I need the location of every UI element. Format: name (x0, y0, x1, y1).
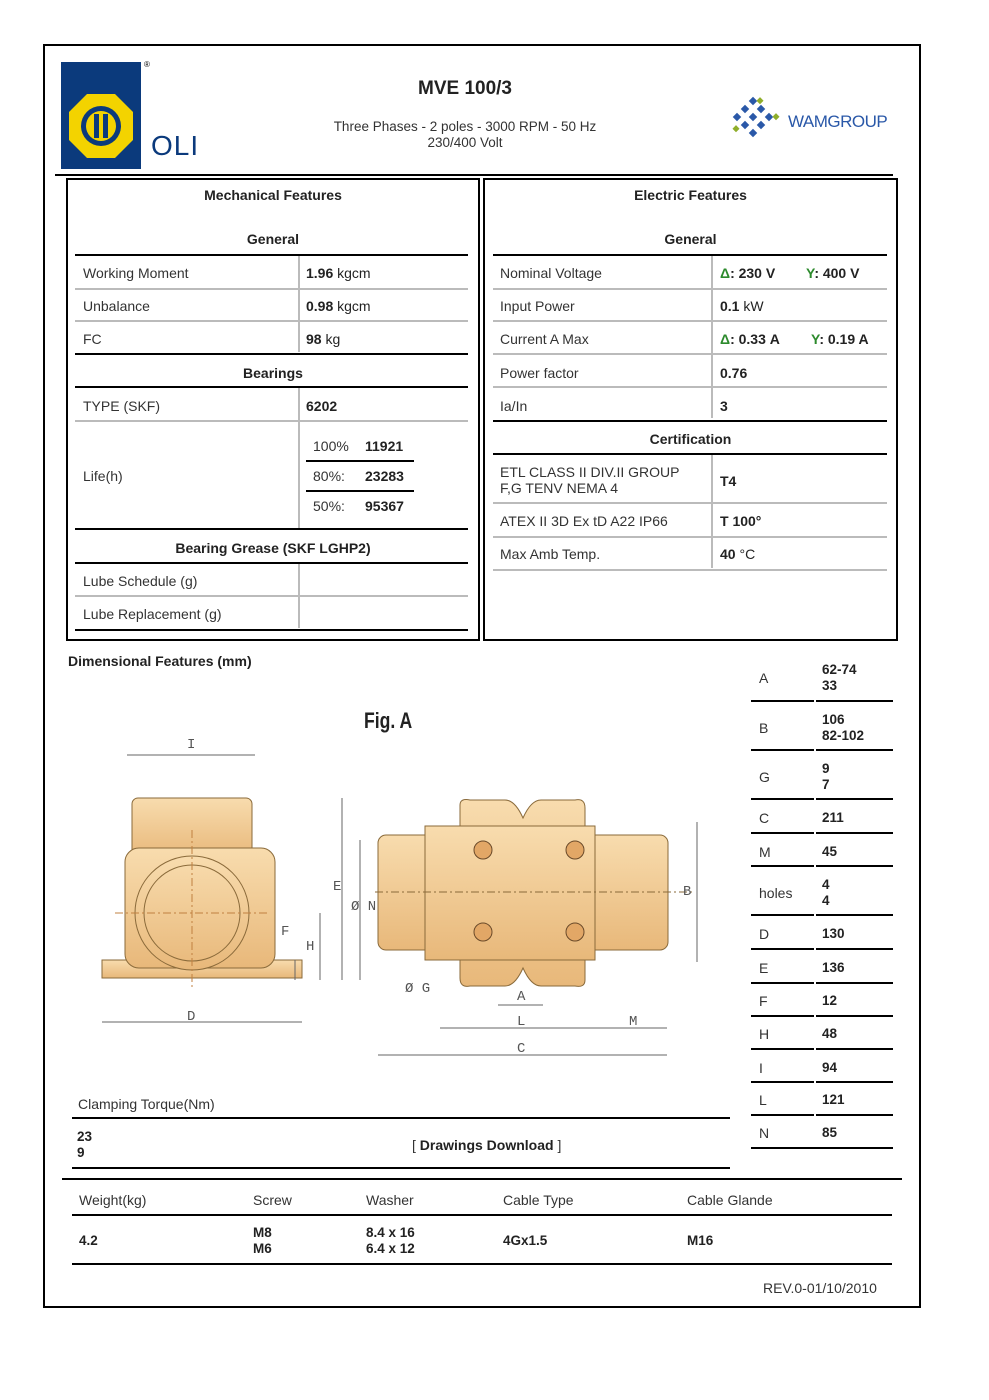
power-factor-value: 0.76 (720, 365, 748, 381)
nominal-voltage-label: Nominal Voltage (500, 265, 602, 281)
dim-value: 106 82-102 (822, 712, 865, 743)
divider (75, 386, 468, 388)
dim-key: B (759, 720, 769, 736)
column-separator (711, 256, 713, 418)
dim-value: 136 (822, 960, 845, 975)
weight-value: 4.2 (79, 1233, 98, 1248)
col-weight-header: Weight(kg) (79, 1192, 147, 1208)
life-pct-80: 80%: (313, 468, 345, 484)
divider (306, 490, 414, 492)
life-pct-50: 50%: (313, 498, 345, 514)
column-separator (679, 1216, 681, 1262)
ia-in-value: 3 (720, 398, 728, 414)
figure-label: Fig. A (364, 708, 413, 733)
revision-label: REV.0-01/10/2010 (763, 1280, 877, 1296)
divider (493, 502, 887, 504)
motor-side-view (102, 798, 302, 990)
mechanical-heading: Mechanical Features (204, 187, 342, 203)
svg-text:C: C (517, 1041, 526, 1057)
divider (75, 595, 468, 597)
working-moment-value: 1.96 kgcm (306, 265, 371, 281)
dim-key: D (759, 926, 770, 942)
divider (493, 536, 887, 538)
dim-value: 211 (822, 810, 844, 825)
svg-text:D: D (187, 1009, 196, 1025)
motor-technical-drawing (95, 730, 710, 1065)
divider (751, 982, 893, 984)
dim-key: N (759, 1125, 770, 1141)
dim-value: 130 (822, 926, 845, 941)
cable-glande-value: M16 (687, 1233, 714, 1248)
dim-value: 85 (822, 1125, 838, 1140)
divider (751, 798, 893, 800)
unbalance-value: 0.98 kgcm (306, 298, 371, 314)
oli-logo (61, 62, 141, 169)
divider (493, 386, 887, 388)
bearings-heading: Bearings (243, 365, 303, 381)
input-power-value: 0.1 kW (720, 298, 764, 314)
certification-heading: Certification (649, 431, 732, 447)
divider (62, 1178, 902, 1180)
divider (493, 254, 887, 256)
subtitle-line-1: Three Phases - 2 poles - 3000 RPM - 50 Hz (333, 119, 597, 134)
divider (75, 420, 468, 422)
svg-text:H: H (306, 939, 315, 955)
electric-features-panel (483, 178, 898, 641)
nominal-voltage-y: Y: 400 V (806, 265, 860, 281)
col-washer-header: Washer (366, 1192, 414, 1208)
dim-key: M (759, 844, 771, 860)
oli-brand-text: OLI (151, 130, 200, 161)
divider (751, 1015, 893, 1017)
washer-value: 8.4 x 16 6.4 x 12 (366, 1225, 415, 1256)
svg-text:F: F (281, 924, 290, 940)
drawings-download-link[interactable]: [ Drawings Download ] (412, 1137, 562, 1153)
life-label: Life(h) (83, 468, 123, 484)
divider (493, 453, 887, 455)
dim-value: 62-74 33 (822, 662, 857, 693)
divider (751, 1114, 893, 1116)
page-subtitle (300, 119, 630, 151)
svg-text:B: B (683, 884, 692, 900)
dim-value: 12 (822, 993, 838, 1008)
column-separator (298, 564, 300, 628)
life-val-100: 11921 (365, 438, 404, 454)
divider (72, 1214, 892, 1216)
dim-value: 121 (822, 1092, 845, 1107)
divider (72, 1167, 730, 1169)
dim-value: 48 (822, 1026, 838, 1041)
column-separator (245, 1216, 247, 1262)
dim-key: F (759, 993, 768, 1009)
divider (751, 948, 893, 950)
divider (751, 865, 893, 867)
divider (751, 1147, 893, 1149)
motor-top-view (375, 800, 695, 987)
dimensional-title: Dimensional Features (mm) (68, 653, 252, 669)
divider (493, 353, 887, 355)
dim-key: L (759, 1092, 767, 1108)
col-cable-type-header: Cable Type (503, 1192, 574, 1208)
max-amb-temp-label: Max Amb Temp. (500, 546, 601, 562)
atex-value: T 100° (720, 513, 762, 529)
lube-schedule-label: Lube Schedule (g) (83, 573, 198, 589)
current-label: Current A Max (500, 331, 589, 347)
divider (75, 353, 468, 355)
page-title: MVE 100/3 (418, 78, 512, 99)
oli-emblem-icon (67, 92, 135, 160)
divider (306, 460, 414, 462)
dim-key: holes (759, 885, 793, 901)
column-separator (251, 1119, 253, 1166)
svg-text:I: I (187, 737, 196, 753)
svg-text:L: L (517, 1014, 526, 1030)
dim-key: G (759, 769, 770, 785)
dim-value: 45 (822, 844, 838, 859)
electric-general-heading: General (664, 231, 717, 247)
atex-label: ATEX II 3D Ex tD A22 IP66 (500, 513, 668, 529)
dim-value: 94 (822, 1060, 838, 1075)
mechanical-general-heading: General (246, 231, 300, 247)
svg-text:A: A (517, 989, 526, 1005)
nominal-voltage-delta: Δ: 230 V (720, 265, 776, 281)
col-cable-glande-header: Cable Glande (687, 1192, 773, 1208)
input-power-label: Input Power (500, 298, 575, 314)
column-separator (711, 455, 713, 568)
header-divider (55, 174, 893, 176)
divider (75, 254, 468, 256)
col-screw-header: Screw (253, 1192, 292, 1208)
svg-text:M: M (629, 1014, 638, 1030)
divider (75, 288, 468, 290)
registered-mark: ® (144, 60, 150, 69)
fc-value: 98 kg (306, 331, 341, 347)
divider (75, 320, 468, 322)
divider (493, 569, 887, 571)
grease-heading: Bearing Grease (SKF LGHP2) (175, 540, 371, 556)
dim-value: 9 7 (822, 761, 830, 792)
divider (75, 562, 468, 564)
max-amb-temp-value: 40 °C (720, 546, 756, 562)
fc-label: FC (83, 331, 102, 347)
dim-key: I (759, 1060, 763, 1076)
divider (751, 832, 893, 834)
column-separator (298, 388, 300, 528)
clamping-torque-values: 23 9 (77, 1129, 93, 1160)
divider (751, 1048, 893, 1050)
life-pct-100: 100% (313, 438, 349, 454)
dim-key: H (759, 1026, 770, 1042)
subtitle-line-2: 230/400 Volt (427, 135, 503, 150)
divider (751, 749, 893, 751)
divider (72, 1263, 892, 1265)
dim-value: 4 4 (822, 877, 830, 908)
current-delta: Δ: 0.33 A (720, 331, 780, 347)
divider (751, 1081, 893, 1083)
divider (751, 914, 893, 916)
column-separator (495, 1216, 497, 1262)
dim-key: E (759, 960, 769, 976)
divider (751, 700, 893, 702)
divider (493, 420, 887, 422)
current-y: Y: 0.19 A (811, 331, 869, 347)
working-moment-label: Working Moment (83, 265, 189, 281)
divider (75, 629, 468, 631)
etl-label: ETL CLASS II DIV.II GROUP F,G TENV NEMA 4 (500, 464, 680, 496)
electric-heading: Electric Features (634, 187, 747, 203)
divider (493, 288, 887, 290)
clamping-torque-label: Clamping Torque(Nm) (78, 1096, 215, 1112)
column-separator (358, 1216, 360, 1262)
wamgroup-brand-text: WAMGROUP (788, 112, 888, 131)
power-factor-label: Power factor (500, 365, 579, 381)
divider (72, 1117, 730, 1119)
bearing-type-value: 6202 (306, 398, 338, 414)
cable-type-value: 4Gx1.5 (503, 1233, 548, 1248)
life-val-80: 23283 (365, 468, 404, 484)
screw-value: M8 M6 (253, 1225, 272, 1256)
svg-text:Ø N: Ø N (351, 899, 377, 915)
svg-text:Ø G: Ø G (405, 981, 431, 997)
dim-key: C (759, 810, 770, 826)
column-separator (298, 256, 300, 352)
divider (75, 528, 468, 530)
unbalance-label: Unbalance (83, 298, 150, 314)
ia-in-label: Ia/In (500, 398, 528, 414)
etl-value: T4 (720, 473, 737, 489)
bearing-type-label: TYPE (SKF) (83, 398, 161, 414)
life-val-50: 95367 (365, 498, 404, 514)
svg-text:E: E (333, 879, 342, 895)
column-separator (814, 662, 816, 1147)
dim-key: A (759, 670, 769, 686)
divider (493, 320, 887, 322)
lube-replacement-label: Lube Replacement (g) (83, 606, 222, 622)
